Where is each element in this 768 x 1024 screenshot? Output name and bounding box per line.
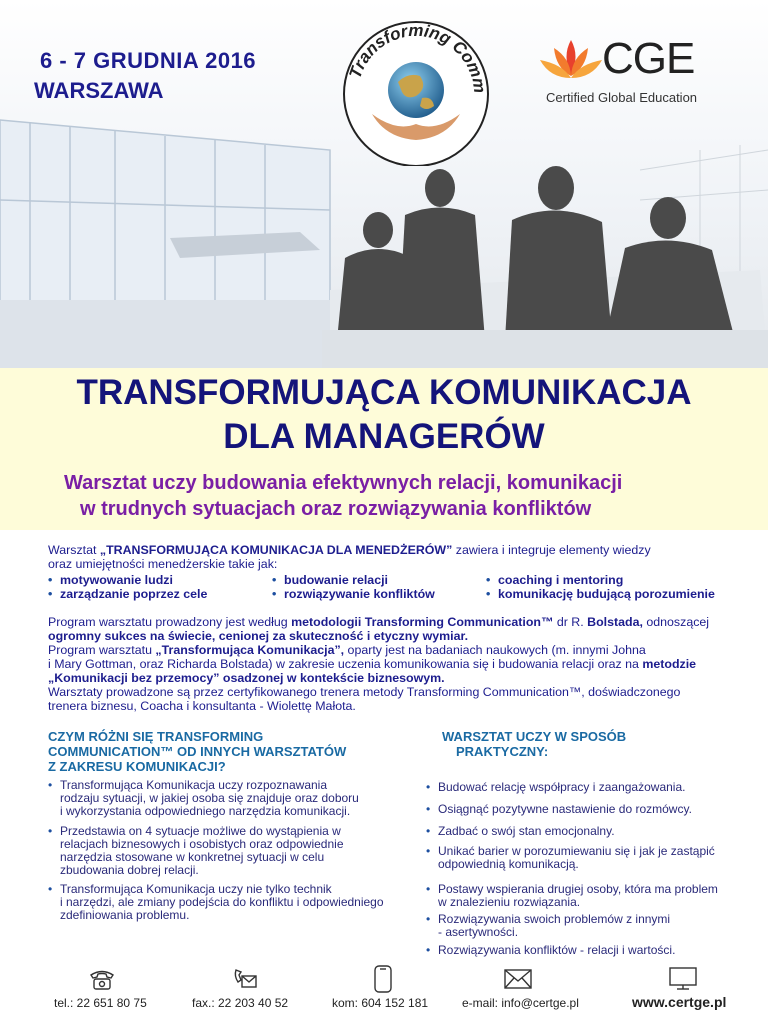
right-list-item: • Budować relację współpracy i zaangażowania. (426, 780, 686, 794)
right-heading-line2: PRAKTYCZNY: (456, 744, 549, 759)
list-text: odpowiednią komunikacją. (438, 857, 579, 871)
list-text: Unikać barier w porozumiewaniu się i jak je zastąpić (438, 844, 715, 858)
program-text: oparty jest na badaniach naukowych (m. innymi Johna (344, 643, 646, 657)
program-text: i Mary Gottman, oraz Richarda Bolstada) w zakresie uczenia komunikowania się i budowania relacji oraz na (48, 657, 643, 671)
program-name: „Transformująca Komunikacja”, (155, 643, 345, 657)
list-text: rodzaju sytuacji, w jakiej osoba się znajduje oraz doboru (60, 791, 359, 805)
list-text: i narzędzi, ale zmiany podejścia do konfliktu i odpowiedniego (60, 895, 384, 909)
right-list-item: • Rozwiązywania swoich problemów z innymi - asertywności. (426, 912, 671, 939)
tc-logo-text: Transforming Comm (345, 20, 490, 95)
cge-brand-subtitle: Certified Global Education (546, 90, 698, 105)
left-heading-line3: Z ZAKRESU KOMUNIKACJI? (48, 759, 226, 774)
main-title-line1: TRANSFORMUJĄCA KOMUNIKACJA (76, 373, 692, 412)
footer-fax: fax.: 22 203 40 52 (192, 996, 289, 1010)
program-line1 (48, 615, 709, 629)
left-heading-line1: CZYM RÓŻNI SIĘ TRANSFORMING (48, 729, 264, 744)
left-list-item: • Transformująca Komunikacja uczy nie tylko technik i narzędzi, ale zmiany podejścia do konfliktu i odpowiedniego zdefiniowania problemu. (48, 882, 384, 922)
event-date: 6 - 7 GRUDNIA 2016 (40, 48, 257, 73)
program-text: Program warsztatu (48, 643, 156, 657)
subtitle-line2: w trudnych sytuacjach oraz rozwiązywania konfliktów (80, 498, 592, 520)
right-list-item: • Unikać barier w porozumiewaniu się i jak je zastąpić odpowiednią komunikacją. (426, 844, 715, 871)
left-list-item: • Przedstawia on 4 sytuacje możliwe do wystąpienia w relacjach biznesowych i osobistych oraz odpowiednie narzędzia stosowane w konkretnej sytuacji w celu zbudowania dobrej relacji. (48, 824, 344, 877)
footer-mobile: kom: 604 152 181 (332, 996, 429, 1010)
right-list-item: • Osiągnąć pozytywne nastawienie do rozmówcy. (426, 802, 692, 816)
list-text: Postawy wspierania drugiej osoby, która ma problem (438, 882, 718, 896)
list-text: Rozwiązywania swoich problemów z innymi (438, 912, 671, 926)
list-text: Zadbać o swój stan emocjonalny. (438, 824, 615, 838)
email-envelope-icon (503, 968, 529, 992)
program-text: odnoszącej (642, 615, 710, 629)
transforming-communication-logo (336, 14, 496, 166)
intro-bullet: • motywowanie ludzi (60, 573, 173, 587)
right-list-item: • Rozwiązywania konfliktów - relacji i wartości. (426, 943, 676, 957)
intro-bullet: • coaching i mentoring (498, 573, 623, 587)
footer-telephone: tel.: 22 651 80 75 (54, 996, 147, 1010)
intro-text: zawiera i integruje elementy wiedzy (452, 543, 651, 557)
left-list-item: • Transformująca Komunikacja uczy rozpoznawania rodzaju sytuacji, w jakiej osoba się znajduje oraz doboru i wykorzystania odpowiedniego narzędzia komunikacji. (48, 778, 359, 818)
right-list-item: • Postawy wspierania drugiej osoby, która ma problem w znalezieniu rozwiązania. (426, 882, 718, 909)
fax-icon (232, 966, 258, 990)
intro-line1 (48, 543, 651, 557)
program-text: dr R. (553, 615, 588, 629)
intro-text: Warsztat (48, 543, 100, 557)
footer-website[interactable]: www.certge.pl (632, 994, 727, 1010)
author-name: Bolstada, (587, 615, 643, 629)
main-title-line2: DLA MANAGERÓW (223, 417, 545, 456)
program-line3 (48, 643, 646, 657)
telephone-icon (88, 966, 114, 990)
intro-bullet: • komunikację budującą porozumienie (498, 587, 715, 601)
program-line2: ogromny sukces na świecie, cenionej za skuteczność i etyczny wymiar. (48, 629, 469, 643)
list-text: zbudowania dobrej relacji. (60, 863, 199, 877)
list-text: i wykorzystania odpowiedniego narzędzia komunikacji. (60, 804, 351, 818)
list-text: relacjach biznesowych i osobistych oraz odpowiednie (60, 837, 344, 851)
program-line4 (48, 657, 696, 671)
left-heading-line2: COMMUNICATION™ OD INNYCH WARSZTATÓW (48, 744, 347, 759)
program-line5: „Komunikacji bez przemocy” osadzonej w kontekście biznesowym. (48, 671, 445, 685)
program-line6: Warsztaty prowadzone są przez certyfikowanego trenera metody Transforming Communication™, doświadczonego (48, 685, 681, 699)
list-text: - asertywności. (438, 925, 519, 939)
workshop-name: „TRANSFORMUJĄCA KOMUNIKACJA DLA MENEDŻERÓW” (99, 543, 453, 557)
list-text: zdefiniowania problemu. (60, 908, 190, 922)
monitor-icon (668, 966, 694, 990)
method-name: metodzie (642, 657, 697, 671)
right-heading-line1: WARSZTAT UCZY W SPOSÓB (442, 729, 627, 744)
list-text: Budować relację współpracy i zaangażowania. (438, 780, 686, 794)
list-text: Transformująca Komunikacja uczy rozpoznawania (60, 778, 328, 792)
event-city: WARSZAWA (34, 78, 164, 103)
intro-bullet: • rozwiązywanie konfliktów (284, 587, 435, 601)
right-list-item: • Zadbać o swój stan emocjonalny. (426, 824, 615, 838)
footer-email[interactable]: e-mail: info@certge.pl (462, 996, 579, 1010)
program-line7: trenera biznesu, Coacha i konsultanta - Wiolettę Małota. (48, 699, 356, 713)
list-text: Przedstawia on 4 sytuacje możliwe do wystąpienia w (60, 824, 341, 838)
intro-bullet: • zarządzanie poprzez cele (60, 587, 207, 601)
list-text: w znalezieniu rozwiązania. (438, 895, 581, 909)
list-text: Osiągnąć pozytywne nastawienie do rozmówcy. (438, 802, 692, 816)
cge-brand-name: CGE (602, 34, 695, 83)
program-text: Program warsztatu prowadzony jest według (48, 615, 292, 629)
intro-line2: oraz umiejętności menedżerskie takie jak: (48, 557, 278, 571)
methodology-name: metodologii Transforming Communication™ (291, 615, 554, 629)
subtitle-line1: Warsztat uczy budowania efektywnych relacji, komunikacji (64, 472, 623, 494)
intro-bullet: • budowanie relacji (284, 573, 388, 587)
list-text: Rozwiązywania konfliktów - relacji i wartości. (438, 943, 676, 957)
mobile-phone-icon (372, 964, 398, 988)
list-text: narzędzia stosowane w konkretnej sytuacji w celu (60, 850, 325, 864)
list-text: Transformująca Komunikacja uczy nie tylko technik (60, 882, 332, 896)
